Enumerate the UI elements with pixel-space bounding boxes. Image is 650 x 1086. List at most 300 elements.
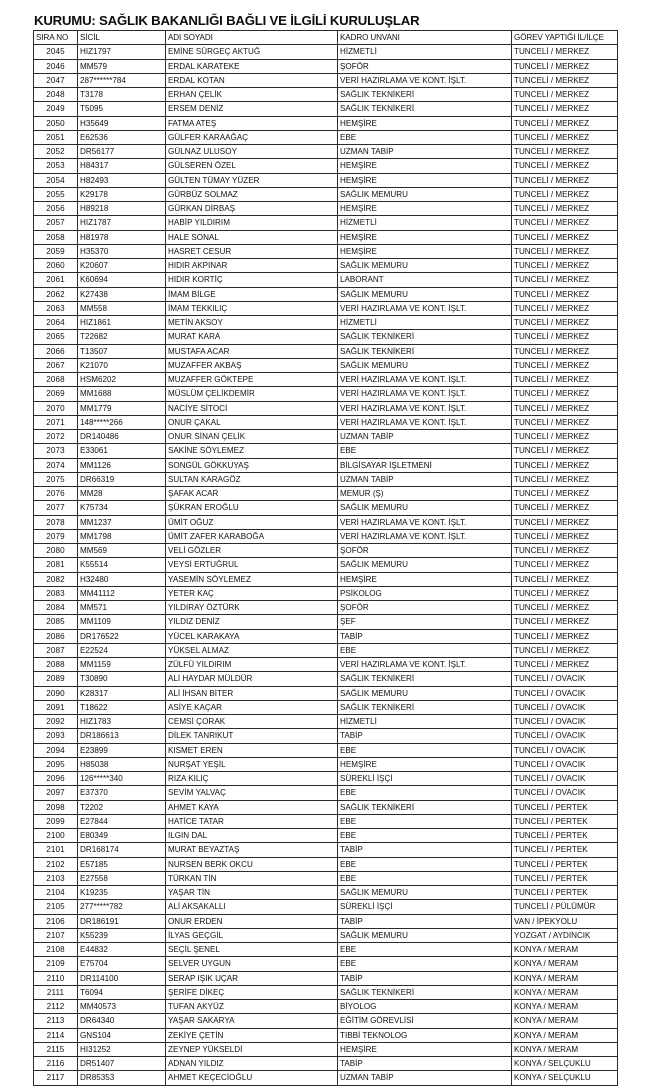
cell-adi-soyadi: MURAT BEYAZTAŞ — [166, 843, 338, 857]
cell-kadro-unvani: HEMŞİRE — [338, 1042, 512, 1056]
table-row — [34, 487, 618, 501]
cell-adi-soyadi: ERHAN ÇELİK — [166, 88, 338, 102]
table-row — [34, 430, 618, 444]
cell-sira-no: 2049 — [34, 102, 78, 116]
cell-adi-soyadi: ŞÜKRAN EROĞLU — [166, 501, 338, 515]
column-header-sira-no: SIRA NO — [34, 31, 78, 45]
cell-adi-soyadi: ILGIN DAL — [166, 829, 338, 843]
cell-gorev-yeri: KONYA / MERAM — [512, 1028, 618, 1042]
cell-sira-no: 2095 — [34, 757, 78, 771]
table-row — [34, 458, 618, 472]
cell-sira-no: 2117 — [34, 1071, 78, 1085]
cell-gorev-yeri: KONYA / MERAM — [512, 1014, 618, 1028]
cell-kadro-unvani: SÜREKLİ İŞÇİ — [338, 772, 512, 786]
cell-gorev-yeri: TUNCELİ / MERKEZ — [512, 458, 618, 472]
cell-adi-soyadi: HALE SONAL — [166, 230, 338, 244]
cell-kadro-unvani: HİZMETLİ — [338, 316, 512, 330]
table-header — [34, 31, 618, 45]
cell-adi-soyadi: ALİ HAYDAR MÜLDÜR — [166, 672, 338, 686]
cell-sicil: MM569 — [78, 544, 166, 558]
cell-adi-soyadi: İMAM BİLGE — [166, 287, 338, 301]
cell-gorev-yeri: TUNCELİ / OVACIK — [512, 686, 618, 700]
cell-kadro-unvani: ŞOFÖR — [338, 59, 512, 73]
cell-adi-soyadi: VELİ GÖZLER — [166, 544, 338, 558]
cell-sira-no: 2096 — [34, 772, 78, 786]
cell-sira-no: 2069 — [34, 387, 78, 401]
cell-kadro-unvani: EĞİTİM GÖREVLİSİ — [338, 1014, 512, 1028]
cell-adi-soyadi: YÜKSEL ALMAZ — [166, 643, 338, 657]
cell-sira-no: 2058 — [34, 230, 78, 244]
cell-sicil: DR140486 — [78, 430, 166, 444]
cell-gorev-yeri: TUNCELİ / MERKEZ — [512, 88, 618, 102]
cell-adi-soyadi: ALİ AKSAKALLI — [166, 900, 338, 914]
cell-sicil: MM571 — [78, 601, 166, 615]
cell-adi-soyadi: ÜMİT ZAFER KARABOĞA — [166, 529, 338, 543]
cell-kadro-unvani: SAĞLIK TEKNİKERİ — [338, 672, 512, 686]
cell-gorev-yeri: TUNCELİ / MERKEZ — [512, 173, 618, 187]
cell-sira-no: 2045 — [34, 45, 78, 59]
cell-sira-no: 2073 — [34, 444, 78, 458]
cell-kadro-unvani: BİLGİSAYAR İŞLETMENİ — [338, 458, 512, 472]
cell-adi-soyadi: EMİNE SÜRGEÇ AKTUĞ — [166, 45, 338, 59]
table-row — [34, 130, 618, 144]
cell-kadro-unvani: MEMUR (Ş) — [338, 487, 512, 501]
table-row — [34, 45, 618, 59]
table-row — [34, 615, 618, 629]
cell-gorev-yeri: TUNCELİ / MERKEZ — [512, 102, 618, 116]
cell-adi-soyadi: FATMA ATEŞ — [166, 116, 338, 130]
cell-kadro-unvani: TABİP — [338, 914, 512, 928]
table-row — [34, 145, 618, 159]
cell-sira-no: 2098 — [34, 800, 78, 814]
cell-kadro-unvani: ŞOFÖR — [338, 601, 512, 615]
cell-sira-no: 2062 — [34, 287, 78, 301]
cell-sicil: MM1688 — [78, 387, 166, 401]
table-row — [34, 415, 618, 429]
cell-sicil: E23899 — [78, 743, 166, 757]
cell-sira-no: 2046 — [34, 59, 78, 73]
cell-sira-no: 2086 — [34, 629, 78, 643]
cell-sira-no: 2076 — [34, 487, 78, 501]
cell-adi-soyadi: ADNAN YILDIZ — [166, 1057, 338, 1071]
cell-sira-no: 2056 — [34, 202, 78, 216]
cell-sicil: K75734 — [78, 501, 166, 515]
cell-gorev-yeri: TUNCELİ / MERKEZ — [512, 586, 618, 600]
cell-adi-soyadi: HASRET CESUR — [166, 244, 338, 258]
cell-gorev-yeri: TUNCELİ / MERKEZ — [512, 501, 618, 515]
cell-sira-no: 2111 — [34, 985, 78, 999]
table-row — [34, 643, 618, 657]
cell-gorev-yeri: TUNCELİ / MERKEZ — [512, 387, 618, 401]
cell-gorev-yeri: TUNCELİ / MERKEZ — [512, 572, 618, 586]
cell-sira-no: 2085 — [34, 615, 78, 629]
cell-adi-soyadi: ONUR SİNAN ÇELİK — [166, 430, 338, 444]
cell-adi-soyadi: RIZA KILIÇ — [166, 772, 338, 786]
cell-kadro-unvani: VERİ HAZIRLAMA VE KONT. İŞLT. — [338, 401, 512, 415]
cell-kadro-unvani: HEMŞİRE — [338, 757, 512, 771]
cell-kadro-unvani: EBE — [338, 857, 512, 871]
cell-sicil: H32480 — [78, 572, 166, 586]
table-row — [34, 472, 618, 486]
cell-adi-soyadi: ZEKİYE ÇETİN — [166, 1028, 338, 1042]
table-row — [34, 529, 618, 543]
cell-sicil: MM41112 — [78, 586, 166, 600]
cell-sira-no: 2109 — [34, 957, 78, 971]
cell-sicil: E44832 — [78, 943, 166, 957]
cell-sira-no: 2070 — [34, 401, 78, 415]
cell-gorev-yeri: TUNCELİ / MERKEZ — [512, 444, 618, 458]
cell-sira-no: 2061 — [34, 273, 78, 287]
cell-adi-soyadi: AHMET KEÇECİOĞLU — [166, 1071, 338, 1085]
cell-adi-soyadi: SAKİNE SÖYLEMEZ — [166, 444, 338, 458]
cell-sicil: DR186613 — [78, 729, 166, 743]
table-row — [34, 373, 618, 387]
table-row — [34, 187, 618, 201]
cell-adi-soyadi: YASEMİN SÖYLEMEZ — [166, 572, 338, 586]
table-row — [34, 601, 618, 615]
cell-adi-soyadi: AHMET KAYA — [166, 800, 338, 814]
cell-adi-soyadi: YILDIZ DENİZ — [166, 615, 338, 629]
cell-sicil: K55514 — [78, 558, 166, 572]
table-row — [34, 572, 618, 586]
cell-adi-soyadi: ASİYE KAÇAR — [166, 700, 338, 714]
cell-kadro-unvani: SAĞLIK TEKNİKERİ — [338, 88, 512, 102]
cell-gorev-yeri: TUNCELİ / PERTEK — [512, 800, 618, 814]
cell-sicil: T30890 — [78, 672, 166, 686]
cell-sira-no: 2089 — [34, 672, 78, 686]
cell-adi-soyadi: ALİ İHSAN BİTER — [166, 686, 338, 700]
cell-sira-no: 2116 — [34, 1057, 78, 1071]
table-row — [34, 1014, 618, 1028]
cell-kadro-unvani: HEMŞİRE — [338, 159, 512, 173]
cell-adi-soyadi: SELVER UYGUN — [166, 957, 338, 971]
cell-adi-soyadi: İMAM TEKKILIÇ — [166, 301, 338, 315]
cell-sicil: 126*****340 — [78, 772, 166, 786]
cell-sira-no: 2054 — [34, 173, 78, 187]
cell-gorev-yeri: TUNCELİ / PERTEK — [512, 843, 618, 857]
cell-gorev-yeri: TUNCELİ / MERKEZ — [512, 629, 618, 643]
cell-sira-no: 2057 — [34, 216, 78, 230]
table-row — [34, 814, 618, 828]
cell-adi-soyadi: ŞAFAK ACAR — [166, 487, 338, 501]
cell-adi-soyadi: ŞERİFE DİKEÇ — [166, 985, 338, 999]
cell-sicil: MM1798 — [78, 529, 166, 543]
cell-sira-no: 2115 — [34, 1042, 78, 1056]
cell-kadro-unvani: EBE — [338, 814, 512, 828]
cell-sicil: MM1109 — [78, 615, 166, 629]
cell-sira-no: 2101 — [34, 843, 78, 857]
cell-gorev-yeri: TUNCELİ / PERTEK — [512, 871, 618, 885]
cell-kadro-unvani: HEMŞİRE — [338, 202, 512, 216]
cell-gorev-yeri: KONYA / MERAM — [512, 1000, 618, 1014]
cell-sicil: E27558 — [78, 871, 166, 885]
cell-kadro-unvani: SAĞLIK MEMURU — [338, 686, 512, 700]
cell-adi-soyadi: TUFAN AKYÜZ — [166, 1000, 338, 1014]
cell-adi-soyadi: ERDAL KARATEKE — [166, 59, 338, 73]
cell-adi-soyadi: ZEYNEP YÜKSELDİ — [166, 1042, 338, 1056]
cell-adi-soyadi: SULTAN KARAGÖZ — [166, 472, 338, 486]
cell-sicil: DR85353 — [78, 1071, 166, 1085]
table-row — [34, 586, 618, 600]
cell-adi-soyadi: HIDIR KORTİÇ — [166, 273, 338, 287]
cell-sira-no: 2102 — [34, 857, 78, 871]
cell-gorev-yeri: TUNCELİ / MERKEZ — [512, 472, 618, 486]
cell-sira-no: 2105 — [34, 900, 78, 914]
table-row — [34, 88, 618, 102]
cell-sira-no: 2050 — [34, 116, 78, 130]
cell-adi-soyadi: ERSEM DENİZ — [166, 102, 338, 116]
cell-adi-soyadi: NACİYE SİTOCİ — [166, 401, 338, 415]
cell-adi-soyadi: GÜLSEREN ÖZEL — [166, 159, 338, 173]
cell-kadro-unvani: HEMŞİRE — [338, 230, 512, 244]
cell-kadro-unvani: PSİKOLOG — [338, 586, 512, 600]
cell-sira-no: 2106 — [34, 914, 78, 928]
table-row — [34, 658, 618, 672]
cell-sicil: E27844 — [78, 814, 166, 828]
cell-sicil: MM1159 — [78, 658, 166, 672]
cell-sira-no: 2112 — [34, 1000, 78, 1014]
cell-adi-soyadi: GÜLNAZ ULUSOY — [166, 145, 338, 159]
cell-gorev-yeri: TUNCELİ / MERKEZ — [512, 202, 618, 216]
cell-gorev-yeri: TUNCELİ / MERKEZ — [512, 544, 618, 558]
table-row — [34, 59, 618, 73]
table-row — [34, 1042, 618, 1056]
cell-adi-soyadi: VEYSİ ERTUĞRUL — [166, 558, 338, 572]
table-row — [34, 886, 618, 900]
table-row — [34, 800, 618, 814]
cell-sicil: T3178 — [78, 88, 166, 102]
cell-gorev-yeri: TUNCELİ / MERKEZ — [512, 187, 618, 201]
cell-sicil: H82493 — [78, 173, 166, 187]
table-row — [34, 829, 618, 843]
cell-sicil: T6094 — [78, 985, 166, 999]
cell-sira-no: 2113 — [34, 1014, 78, 1028]
cell-sicil: K60694 — [78, 273, 166, 287]
cell-kadro-unvani: EBE — [338, 786, 512, 800]
cell-adi-soyadi: HABİP YILDIRIM — [166, 216, 338, 230]
table-row — [34, 102, 618, 116]
cell-kadro-unvani: UZMAN TABİP — [338, 1071, 512, 1085]
cell-sicil: K27438 — [78, 287, 166, 301]
cell-adi-soyadi: MUZAFFER AKBAŞ — [166, 358, 338, 372]
roster-table — [33, 30, 618, 1086]
cell-sicil: HIZ1787 — [78, 216, 166, 230]
page-title: KURUMU: SAĞLIK BAKANLIĞI BAĞLI VE İLGİLİ KURULUŞLAR — [34, 13, 420, 28]
table-row — [34, 1028, 618, 1042]
cell-kadro-unvani: SAĞLIK TEKNİKERİ — [338, 102, 512, 116]
cell-adi-soyadi: NURSEN BERK OKCU — [166, 857, 338, 871]
cell-kadro-unvani: SÜREKLİ İŞÇİ — [338, 900, 512, 914]
table-row — [34, 159, 618, 173]
table-row — [34, 230, 618, 244]
cell-sicil: HIZ1783 — [78, 715, 166, 729]
cell-sicil: MM579 — [78, 59, 166, 73]
cell-sicil: K21070 — [78, 358, 166, 372]
cell-kadro-unvani: EBE — [338, 829, 512, 843]
table-row — [34, 672, 618, 686]
cell-gorev-yeri: TUNCELİ / PERTEK — [512, 857, 618, 871]
cell-kadro-unvani: SAĞLIK TEKNİKERİ — [338, 800, 512, 814]
cell-sicil: T22682 — [78, 330, 166, 344]
cell-gorev-yeri: TUNCELİ / MERKEZ — [512, 658, 618, 672]
table-row — [34, 629, 618, 643]
cell-sicil: 287******784 — [78, 73, 166, 87]
cell-gorev-yeri: TUNCELİ / OVACIK — [512, 786, 618, 800]
cell-sicil: MM1126 — [78, 458, 166, 472]
cell-sicil: MM1779 — [78, 401, 166, 415]
cell-sicil: DR56177 — [78, 145, 166, 159]
cell-adi-soyadi: YÜCEL KARAKAYA — [166, 629, 338, 643]
cell-kadro-unvani: SAĞLIK TEKNİKERİ — [338, 700, 512, 714]
cell-sira-no: 2107 — [34, 928, 78, 942]
cell-kadro-unvani: SAĞLIK MEMURU — [338, 886, 512, 900]
table-row — [34, 444, 618, 458]
cell-sira-no: 2079 — [34, 529, 78, 543]
cell-adi-soyadi: GÜLFER KARAAĞAÇ — [166, 130, 338, 144]
cell-sicil: 277*****782 — [78, 900, 166, 914]
cell-gorev-yeri: TUNCELİ / MERKEZ — [512, 558, 618, 572]
cell-kadro-unvani: HİZMETLİ — [338, 715, 512, 729]
table-row — [34, 358, 618, 372]
cell-sira-no: 2068 — [34, 373, 78, 387]
cell-adi-soyadi: GÜLTEN TÜMAY YÜZER — [166, 173, 338, 187]
table-row — [34, 843, 618, 857]
cell-gorev-yeri: TUNCELİ / OVACIK — [512, 772, 618, 786]
cell-gorev-yeri: TUNCELİ / MERKEZ — [512, 273, 618, 287]
cell-kadro-unvani: EBE — [338, 643, 512, 657]
cell-gorev-yeri: TUNCELİ / MERKEZ — [512, 373, 618, 387]
cell-sicil: T5095 — [78, 102, 166, 116]
table-row — [34, 273, 618, 287]
cell-sira-no: 2059 — [34, 244, 78, 258]
cell-gorev-yeri: TUNCELİ / MERKEZ — [512, 301, 618, 315]
table-row — [34, 786, 618, 800]
table-row — [34, 316, 618, 330]
table-row — [34, 330, 618, 344]
table-row — [34, 729, 618, 743]
cell-adi-soyadi: CEMSİ ÇORAK — [166, 715, 338, 729]
cell-sira-no: 2066 — [34, 344, 78, 358]
cell-gorev-yeri: KONYA / MERAM — [512, 1042, 618, 1056]
table-row — [34, 301, 618, 315]
cell-gorev-yeri: TUNCELİ / PERTEK — [512, 886, 618, 900]
cell-sira-no: 2078 — [34, 515, 78, 529]
cell-kadro-unvani: SAĞLIK MEMURU — [338, 501, 512, 515]
cell-sicil: T2202 — [78, 800, 166, 814]
table-row — [34, 971, 618, 985]
cell-gorev-yeri: TUNCELİ / MERKEZ — [512, 216, 618, 230]
table-row — [34, 957, 618, 971]
cell-gorev-yeri: TUNCELİ / PERTEK — [512, 814, 618, 828]
cell-sira-no: 2099 — [34, 814, 78, 828]
cell-sira-no: 2065 — [34, 330, 78, 344]
cell-sira-no: 2108 — [34, 943, 78, 957]
cell-kadro-unvani: HİZMETLİ — [338, 216, 512, 230]
cell-adi-soyadi: HIDIR AKPINAR — [166, 259, 338, 273]
cell-sicil: HI31252 — [78, 1042, 166, 1056]
cell-kadro-unvani: SAĞLIK MEMURU — [338, 358, 512, 372]
cell-adi-soyadi: MURAT KARA — [166, 330, 338, 344]
cell-adi-soyadi: ONUR ERDEN — [166, 914, 338, 928]
cell-sira-no: 2064 — [34, 316, 78, 330]
cell-gorev-yeri: TUNCELİ / MERKEZ — [512, 430, 618, 444]
cell-kadro-unvani: LABORANT — [338, 273, 512, 287]
cell-kadro-unvani: EBE — [338, 130, 512, 144]
cell-gorev-yeri: TUNCELİ / MERKEZ — [512, 145, 618, 159]
cell-sicil: MM558 — [78, 301, 166, 315]
cell-adi-soyadi: YETER KAÇ — [166, 586, 338, 600]
cell-sicil: DR114100 — [78, 971, 166, 985]
cell-gorev-yeri: VAN / İPEKYOLU — [512, 914, 618, 928]
cell-sira-no: 2067 — [34, 358, 78, 372]
cell-sicil: MM1237 — [78, 515, 166, 529]
cell-gorev-yeri: TUNCELİ / MERKEZ — [512, 45, 618, 59]
table-row — [34, 985, 618, 999]
cell-sicil: MM40573 — [78, 1000, 166, 1014]
cell-sicil: E37370 — [78, 786, 166, 800]
cell-adi-soyadi: YAŞAR TİN — [166, 886, 338, 900]
column-header-adi-soyadi: ADI SOYADI — [166, 31, 338, 45]
cell-kadro-unvani: SAĞLIK TEKNİKERİ — [338, 985, 512, 999]
cell-gorev-yeri: TUNCELİ / MERKEZ — [512, 130, 618, 144]
cell-kadro-unvani: VERİ HAZIRLAMA VE KONT. İŞLT. — [338, 73, 512, 87]
cell-kadro-unvani: SAĞLIK TEKNİKERİ — [338, 344, 512, 358]
cell-gorev-yeri: TUNCELİ / MERKEZ — [512, 487, 618, 501]
cell-gorev-yeri: TUNCELİ / OVACIK — [512, 672, 618, 686]
cell-kadro-unvani: HEMŞİRE — [338, 173, 512, 187]
cell-adi-soyadi: İLYAS GEÇGİL — [166, 928, 338, 942]
column-header-gorev-yeri: GÖREV YAPTIĞI İL/İLÇE — [512, 31, 618, 45]
cell-gorev-yeri: TUNCELİ / OVACIK — [512, 729, 618, 743]
cell-sira-no: 2100 — [34, 829, 78, 843]
table-row — [34, 558, 618, 572]
table-row — [34, 259, 618, 273]
cell-sira-no: 2092 — [34, 715, 78, 729]
column-header-sicil: SİCİL — [78, 31, 166, 45]
cell-adi-soyadi: ZÜLFÜ YILDIRIM — [166, 658, 338, 672]
cell-kadro-unvani: SAĞLIK MEMURU — [338, 259, 512, 273]
table-row — [34, 743, 618, 757]
cell-kadro-unvani: VERİ HAZIRLAMA VE KONT. İŞLT. — [338, 529, 512, 543]
cell-sicil: T13507 — [78, 344, 166, 358]
cell-kadro-unvani: VERİ HAZIRLAMA VE KONT. İŞLT. — [338, 658, 512, 672]
cell-sicil: E57185 — [78, 857, 166, 871]
cell-sicil: HIZ1797 — [78, 45, 166, 59]
table-row — [34, 501, 618, 515]
cell-adi-soyadi: MUSTAFA ACAR — [166, 344, 338, 358]
cell-gorev-yeri: TUNCELİ / MERKEZ — [512, 344, 618, 358]
cell-sira-no: 2103 — [34, 871, 78, 885]
cell-gorev-yeri: TUNCELİ / PERTEK — [512, 829, 618, 843]
table-row — [34, 515, 618, 529]
cell-sira-no: 2097 — [34, 786, 78, 800]
cell-kadro-unvani: ŞEF — [338, 615, 512, 629]
roster-table-container — [33, 30, 617, 1086]
cell-adi-soyadi: SEVİM YALVAÇ — [166, 786, 338, 800]
cell-kadro-unvani: TABİP — [338, 971, 512, 985]
cell-sira-no: 2060 — [34, 259, 78, 273]
cell-kadro-unvani: HEMŞİRE — [338, 572, 512, 586]
cell-sicil: HSM6202 — [78, 373, 166, 387]
cell-gorev-yeri: TUNCELİ / MERKEZ — [512, 415, 618, 429]
cell-kadro-unvani: SAĞLIK MEMURU — [338, 558, 512, 572]
cell-adi-soyadi: GÜRKAN DİRBAŞ — [166, 202, 338, 216]
cell-sicil: DR176522 — [78, 629, 166, 643]
cell-gorev-yeri: TUNCELİ / MERKEZ — [512, 73, 618, 87]
cell-sira-no: 2051 — [34, 130, 78, 144]
cell-sira-no: 2077 — [34, 501, 78, 515]
cell-kadro-unvani: SAĞLIK TEKNİKERİ — [338, 330, 512, 344]
